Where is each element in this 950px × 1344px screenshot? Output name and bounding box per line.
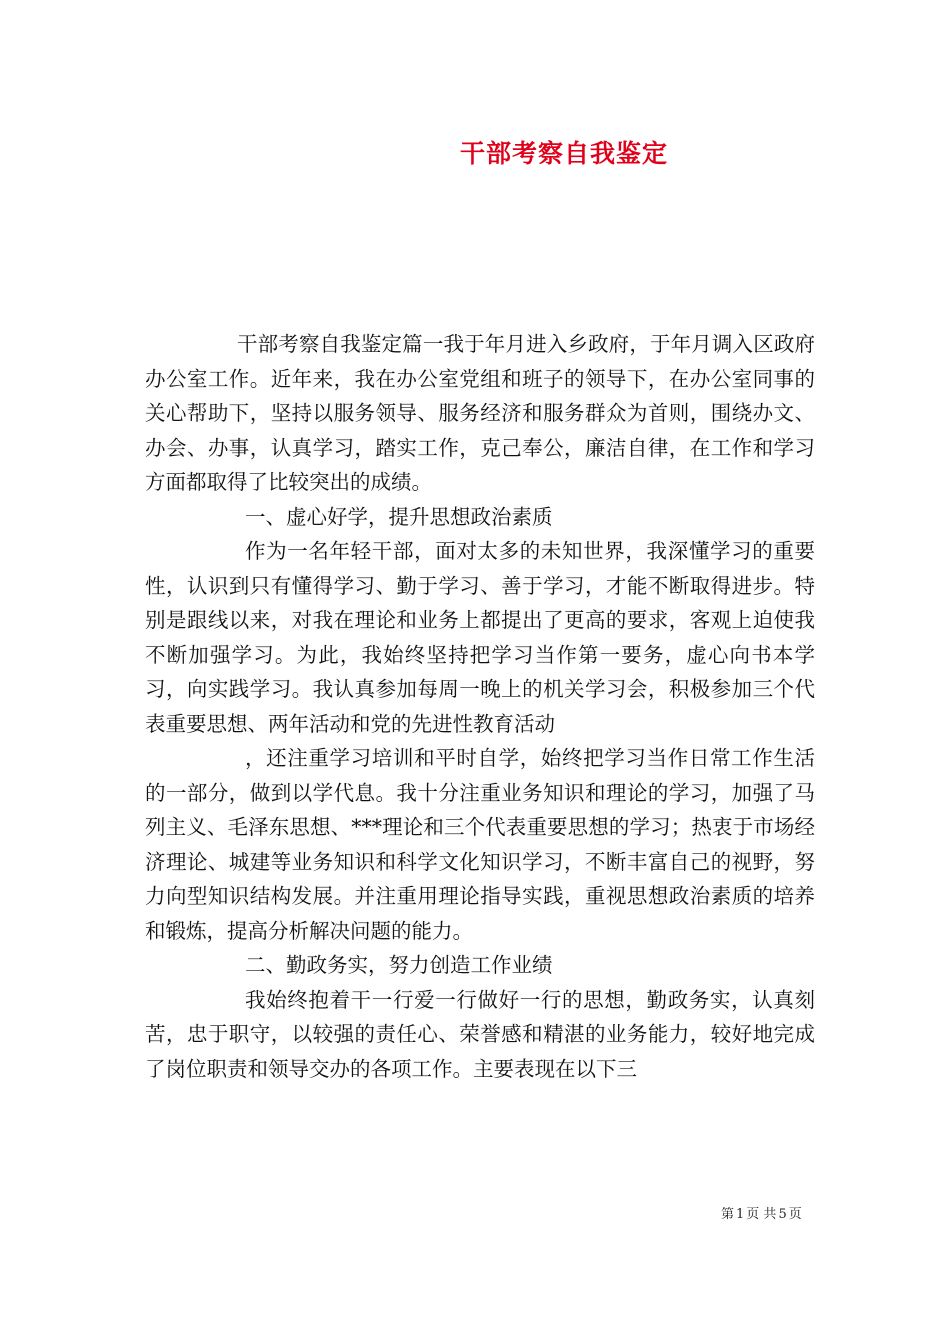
paragraph-intro: 干部考察自我鉴定篇一我于年月进入乡政府，于年月调入区政府办公室工作。近年来，我在办公室党组和班子的领导下，在办公室同事的关心帮助下，坚持以服务领导、服务经济和服务群众为首则，围绕办文、办会、办事，认真学习，踏实工作，克己奉公，廉洁自律，在工作和学习方面都取得了比较突出的成绩。 xyxy=(145,332,815,494)
document-body xyxy=(145,327,815,1086)
document-title: 干部考察自我鉴定 xyxy=(459,139,668,168)
paragraph-study-2: ，还注重学习培训和平时自学，始终把学习当作日常工作生活的一部分，做到以学代息。我十分注重业务知识和理论的学习，加强了马列主义、毛泽东思想、***理论和三个代表重要思想的学习；热衷于市场经济理论、城建等业务知识和科学文化知识学习，不断丰富自己的视野，努力向型知识结构发展。并注重用理论指导实践，重视思想政治素质的培养和锻炼，提高分析解决问题的能力。 xyxy=(145,746,815,943)
paragraph-work: 我始终抱着干一行爱一行做好一行的思想，勤政务实，认真刻苦，忠于职守，以较强的责任心、荣誉感和精湛的业务能力，较好地完成了岗位职责和领导交办的各项工作。主要表现在以下三 xyxy=(145,987,815,1081)
footer-current-page: 1 xyxy=(736,1207,745,1222)
footer-middle: 页 共 xyxy=(746,1207,777,1222)
footer-total-pages: 5 xyxy=(778,1207,787,1222)
section-heading-1: 一、虚心好学，提升思想政治素质 xyxy=(245,504,553,529)
footer-suffix: 页 xyxy=(788,1207,802,1222)
footer-prefix: 第 xyxy=(721,1207,735,1222)
paragraph-study-1: 作为一名年轻干部，面对太多的未知世界，我深懂学习的重要性，认识到只有懂得学习、勤于学习、善于学习，才能不断取得进步。特别是跟线以来，对我在理论和业务上都提出了更高的要求，客观上迫使我不断加强学习。为此，我始终坚持把学习当作第一要务，虚心向书本学习，向实践学习。我认真参加每周一晚上的机关学习会，积极参加三个代表重要思想、两年活动和党的先进性教育活动 xyxy=(145,539,815,736)
page-number-footer xyxy=(720,1203,803,1222)
section-heading-2: 二、勤政务实，努力创造工作业绩 xyxy=(245,953,553,977)
